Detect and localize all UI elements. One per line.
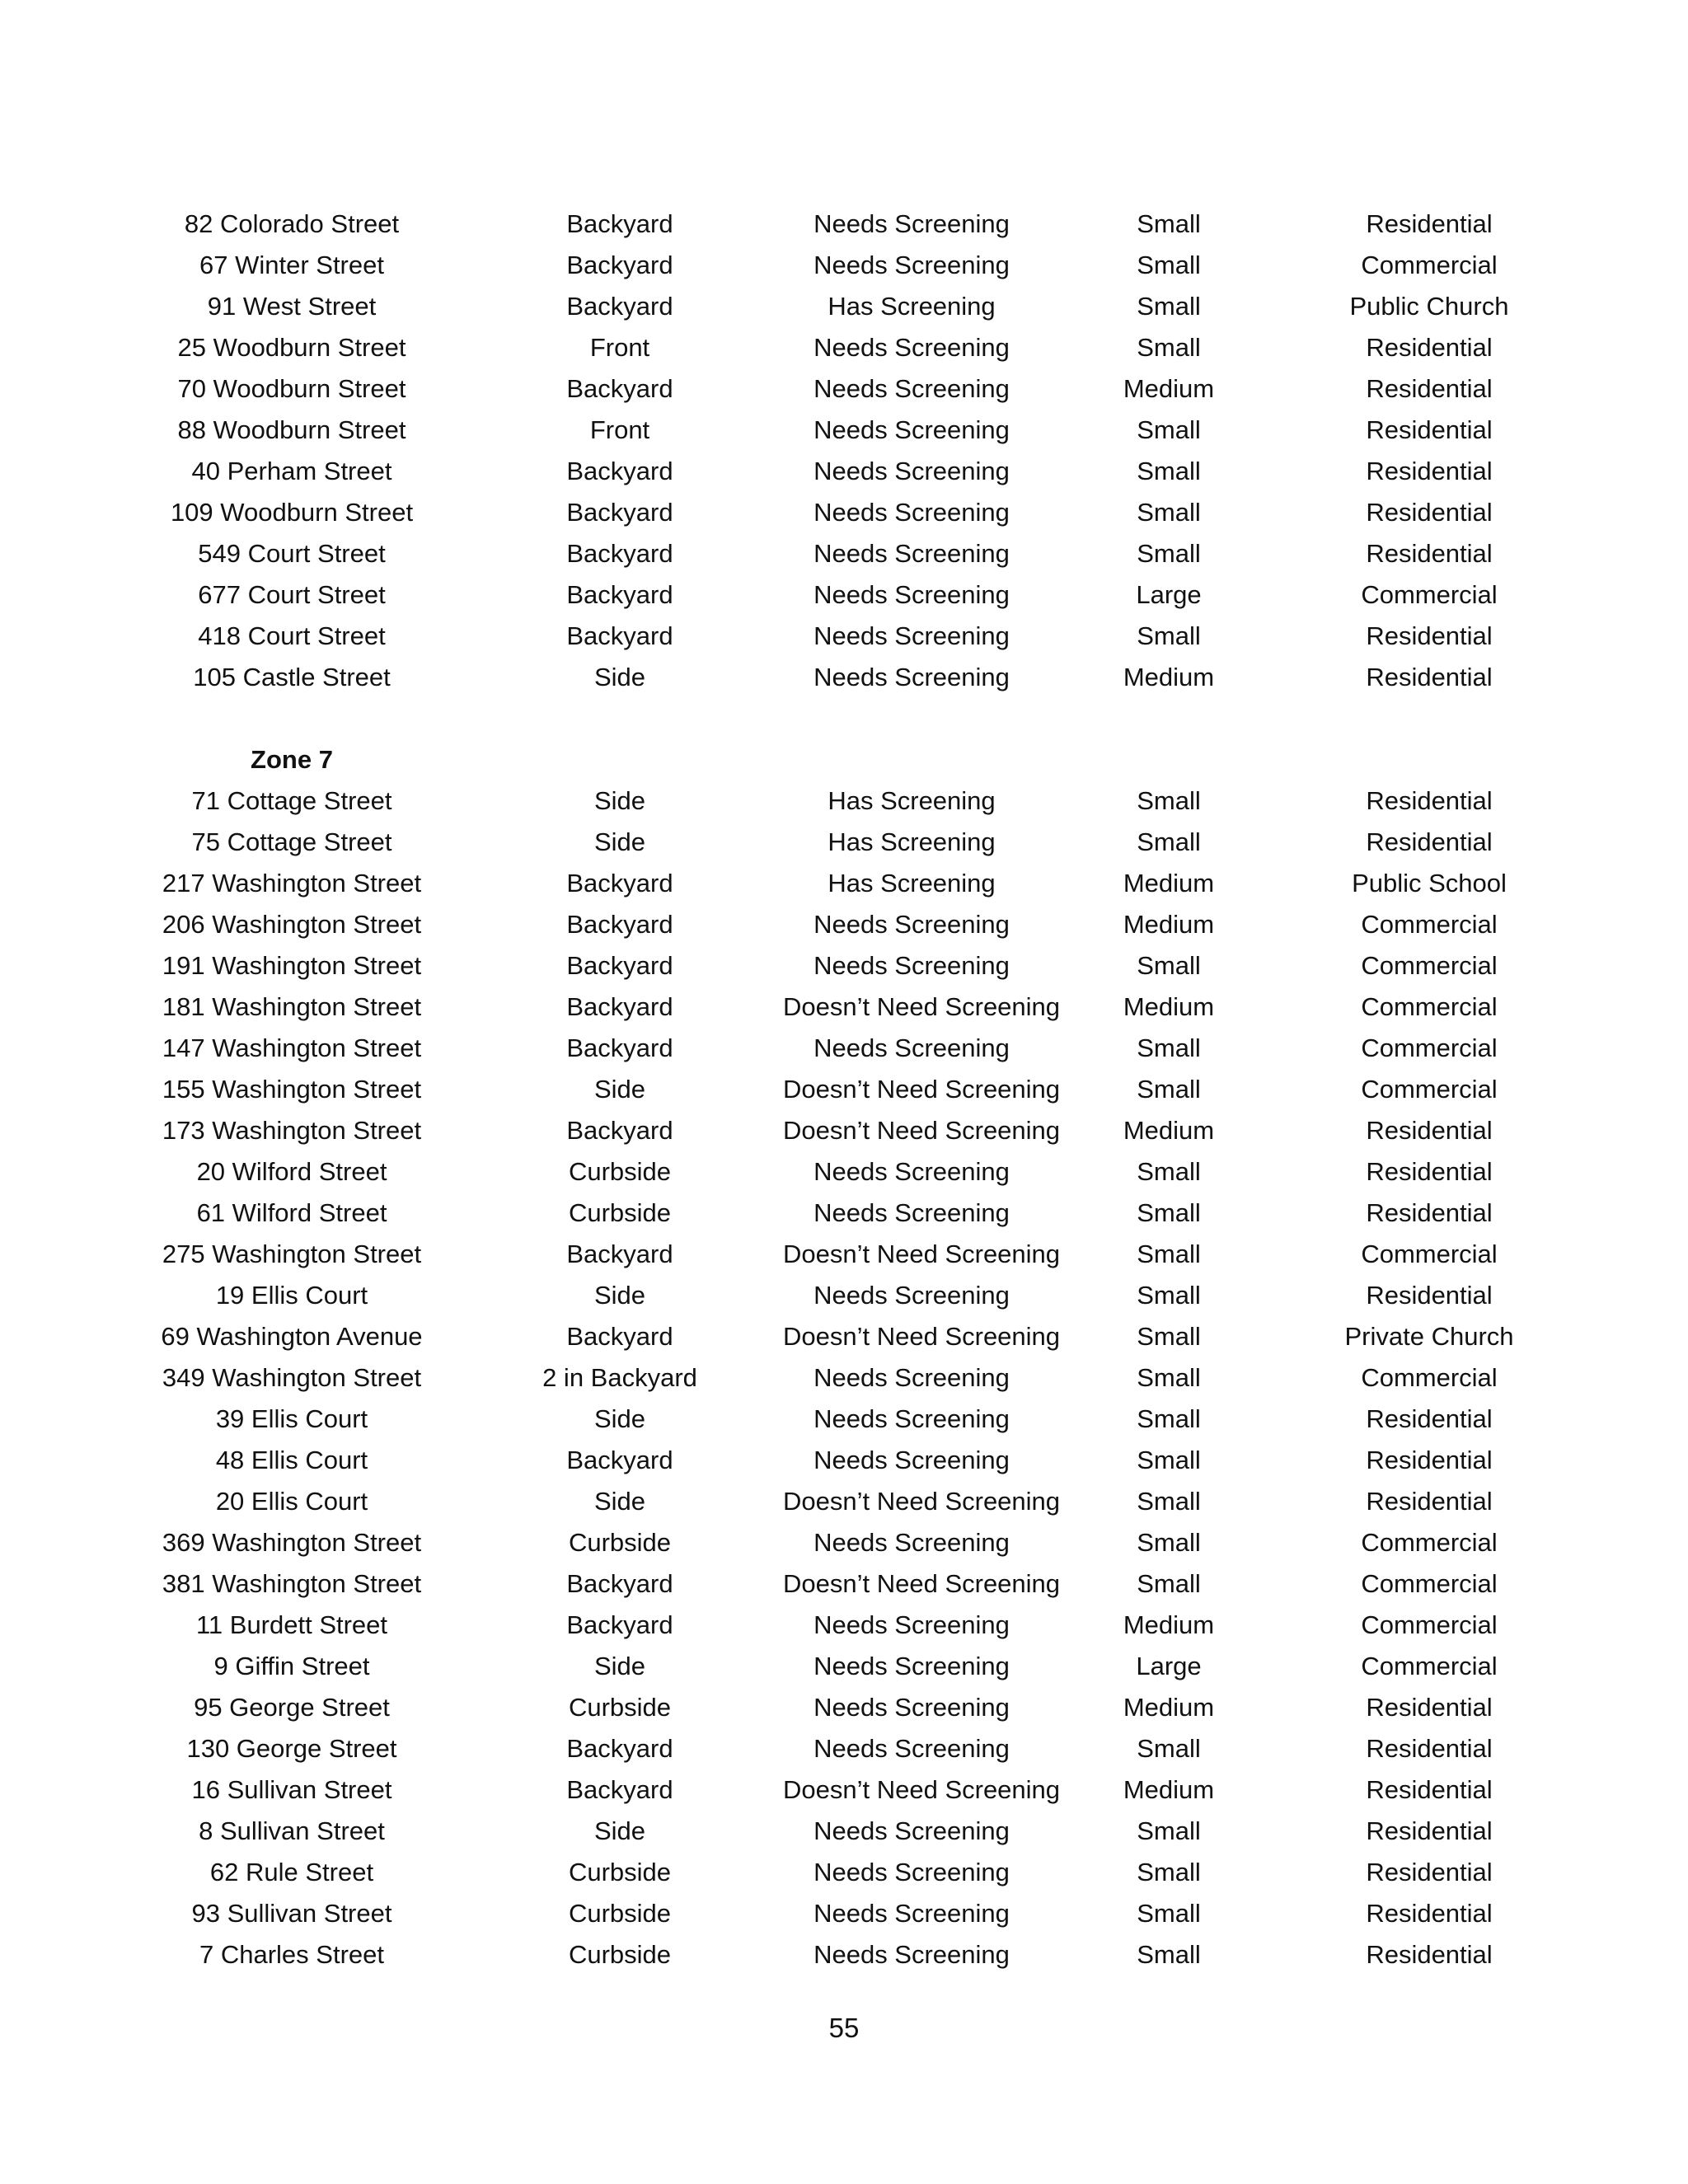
use-type-cell: Commercial xyxy=(1361,1610,1498,1639)
address-cell: 7 Charles Street xyxy=(199,1940,384,1969)
location-cell: Backyard xyxy=(566,910,673,939)
use-type-cell: Residential xyxy=(1366,209,1493,238)
screening-cell: Doesn’t Need Screening xyxy=(783,992,1061,1021)
use-type-cell: Residential xyxy=(1366,827,1493,856)
size-cell: Small xyxy=(1137,498,1201,527)
address-cell: 349 Washington Street xyxy=(162,1363,422,1392)
location-cell: Side xyxy=(593,1487,646,1516)
location-cell: Front xyxy=(589,415,650,444)
screening-cell: Needs Screening xyxy=(814,374,1010,403)
use-type-cell: Residential xyxy=(1366,1487,1493,1516)
screening-cell: Doesn’t Need Screening xyxy=(783,1116,1061,1145)
screening-cell: Needs Screening xyxy=(814,457,1010,485)
use-type-cell: Residential xyxy=(1366,663,1493,691)
use-type-cell: Residential xyxy=(1366,1198,1493,1227)
screening-cell: Has Screening xyxy=(828,827,996,856)
address-cell: 20 Wilford Street xyxy=(196,1157,387,1186)
table-row xyxy=(127,1399,1561,1440)
address-cell: 48 Ellis Court xyxy=(215,1446,368,1474)
location-cell: Backyard xyxy=(566,209,673,238)
table-row xyxy=(127,1316,1561,1357)
table-row xyxy=(127,1893,1561,1934)
use-type-cell: Residential xyxy=(1366,457,1493,485)
location-cell: Curbside xyxy=(568,1157,672,1186)
table-row xyxy=(127,1852,1561,1893)
size-cell: Small xyxy=(1137,539,1201,568)
size-cell: Small xyxy=(1137,1033,1201,1062)
screening-cell: Needs Screening xyxy=(814,1693,1010,1722)
address-cell: 19 Ellis Court xyxy=(215,1281,368,1310)
address-cell: 91 West Street xyxy=(207,292,377,321)
location-cell: Backyard xyxy=(566,580,673,609)
size-cell: Large xyxy=(1136,1652,1202,1680)
screening-cell: Doesn’t Need Screening xyxy=(783,1775,1061,1804)
location-cell: Side xyxy=(593,1816,646,1845)
size-cell: Medium xyxy=(1123,1116,1215,1145)
location-cell: Curbside xyxy=(568,1528,672,1557)
size-cell: Medium xyxy=(1123,910,1215,939)
table-row xyxy=(127,1605,1561,1646)
table-row xyxy=(127,327,1561,368)
zone-7-rows xyxy=(127,780,1561,1975)
address-cell: 62 Rule Street xyxy=(209,1858,374,1886)
address-cell: 8 Sullivan Street xyxy=(199,1816,385,1845)
size-cell: Small xyxy=(1137,1487,1201,1516)
size-cell: Medium xyxy=(1123,1775,1215,1804)
size-cell: Medium xyxy=(1123,869,1215,898)
address-cell: 147 Washington Street xyxy=(162,1033,422,1062)
zone-6-continued-rows xyxy=(127,204,1561,698)
location-cell: Backyard xyxy=(566,292,673,321)
table-row xyxy=(127,616,1561,657)
table-row xyxy=(127,204,1561,245)
address-cell: 88 Woodburn Street xyxy=(177,415,406,444)
screening-cell: Needs Screening xyxy=(814,663,1010,691)
address-cell: 20 Ellis Court xyxy=(215,1487,368,1516)
use-type-cell: Public School xyxy=(1352,869,1507,898)
size-cell: Small xyxy=(1137,1528,1201,1557)
page-number: 55 xyxy=(828,2013,860,2043)
use-type-cell: Residential xyxy=(1366,1116,1493,1145)
address-cell: 82 Colorado Street xyxy=(184,209,400,238)
size-cell: Small xyxy=(1137,1816,1201,1845)
address-cell: 70 Woodburn Street xyxy=(177,374,406,403)
table-row xyxy=(127,1357,1561,1399)
table-row xyxy=(127,368,1561,410)
screening-cell: Needs Screening xyxy=(814,1734,1010,1763)
address-cell: 93 Sullivan Street xyxy=(191,1899,392,1928)
table-row xyxy=(127,1687,1561,1728)
location-cell: Side xyxy=(593,1075,646,1104)
screening-cell: Needs Screening xyxy=(814,1033,1010,1062)
use-type-cell: Private Church xyxy=(1344,1322,1514,1351)
use-type-cell: Residential xyxy=(1366,1446,1493,1474)
use-type-cell: Residential xyxy=(1366,1858,1493,1886)
table-row xyxy=(127,1563,1561,1605)
location-cell: Backyard xyxy=(566,1734,673,1763)
screening-cell: Needs Screening xyxy=(814,333,1010,362)
screening-cell: Doesn’t Need Screening xyxy=(783,1075,1061,1104)
size-cell: Small xyxy=(1137,1198,1201,1227)
screening-cell: Needs Screening xyxy=(814,1652,1010,1680)
location-cell: Backyard xyxy=(566,251,673,279)
use-type-cell: Commercial xyxy=(1361,1528,1498,1557)
size-cell: Medium xyxy=(1123,1610,1215,1639)
use-type-cell: Residential xyxy=(1366,1899,1493,1928)
screening-cell: Needs Screening xyxy=(814,1157,1010,1186)
screening-cell: Needs Screening xyxy=(814,580,1010,609)
section-spacer xyxy=(127,698,1561,739)
table-row xyxy=(127,1934,1561,1975)
screening-cell: Doesn’t Need Screening xyxy=(783,1322,1061,1351)
location-cell: Backyard xyxy=(566,1610,673,1639)
table-row xyxy=(127,1234,1561,1275)
location-cell: Backyard xyxy=(566,457,673,485)
table-row xyxy=(127,1728,1561,1769)
address-cell: 181 Washington Street xyxy=(162,992,422,1021)
screening-cell: Needs Screening xyxy=(814,1899,1010,1928)
address-cell: 418 Court Street xyxy=(198,621,386,650)
location-cell: Backyard xyxy=(566,869,673,898)
location-cell: Side xyxy=(593,663,646,691)
use-type-cell: Residential xyxy=(1366,1693,1493,1722)
screening-cell: Needs Screening xyxy=(814,1446,1010,1474)
size-cell: Small xyxy=(1137,1569,1201,1598)
address-cell: 61 Wilford Street xyxy=(196,1198,387,1227)
table-row xyxy=(127,863,1561,904)
size-cell: Small xyxy=(1137,292,1201,321)
address-cell: 369 Washington Street xyxy=(162,1528,422,1557)
location-cell: Curbside xyxy=(568,1858,672,1886)
address-cell: 11 Burdett Street xyxy=(195,1610,388,1639)
zone-heading: Zone 7 xyxy=(251,745,333,774)
address-cell: 109 Woodburn Street xyxy=(170,498,414,527)
location-cell: Backyard xyxy=(566,498,673,527)
address-cell: 130 George Street xyxy=(186,1734,397,1763)
location-cell: Side xyxy=(593,1281,646,1310)
use-type-cell: Residential xyxy=(1366,1734,1493,1763)
use-type-cell: Residential xyxy=(1366,333,1493,362)
use-type-cell: Residential xyxy=(1366,1775,1493,1804)
table-row xyxy=(127,1028,1561,1069)
use-type-cell: Residential xyxy=(1366,374,1493,403)
size-cell: Medium xyxy=(1123,663,1215,691)
use-type-cell: Commercial xyxy=(1361,992,1498,1021)
screening-cell: Needs Screening xyxy=(814,1198,1010,1227)
size-cell: Small xyxy=(1137,1075,1201,1104)
screening-cell: Needs Screening xyxy=(814,1363,1010,1392)
table-row xyxy=(127,1646,1561,1687)
size-cell: Small xyxy=(1137,1446,1201,1474)
table-row xyxy=(127,410,1561,451)
use-type-cell: Commercial xyxy=(1361,1363,1498,1392)
table-row xyxy=(127,822,1561,863)
address-cell: 25 Woodburn Street xyxy=(177,333,406,362)
table-row xyxy=(127,1481,1561,1522)
table-row xyxy=(127,780,1561,822)
use-type-cell: Residential xyxy=(1366,1940,1493,1969)
table-row xyxy=(127,492,1561,533)
screening-cell: Needs Screening xyxy=(814,1281,1010,1310)
address-cell: 549 Court Street xyxy=(198,539,386,568)
size-cell: Small xyxy=(1137,1899,1201,1928)
location-cell: Backyard xyxy=(566,1240,673,1268)
location-cell: Backyard xyxy=(566,374,673,403)
use-type-cell: Residential xyxy=(1366,415,1493,444)
address-cell: 105 Castle Street xyxy=(193,663,391,691)
screening-cell: Needs Screening xyxy=(814,539,1010,568)
use-type-cell: Residential xyxy=(1366,1404,1493,1433)
location-cell: Backyard xyxy=(566,1322,673,1351)
table-row xyxy=(127,245,1561,286)
screening-cell: Needs Screening xyxy=(814,621,1010,650)
size-cell: Small xyxy=(1137,251,1201,279)
size-cell: Small xyxy=(1137,1157,1201,1186)
size-cell: Small xyxy=(1137,1858,1201,1886)
location-cell: Backyard xyxy=(566,1116,673,1145)
location-cell: Curbside xyxy=(568,1940,672,1969)
use-type-cell: Residential xyxy=(1366,539,1493,568)
address-cell: 173 Washington Street xyxy=(162,1116,422,1145)
use-type-cell: Commercial xyxy=(1361,910,1498,939)
table-row xyxy=(127,533,1561,574)
location-cell: Backyard xyxy=(566,1775,673,1804)
table-row xyxy=(127,1440,1561,1481)
location-cell: Front xyxy=(589,333,650,362)
address-cell: 75 Cottage Street xyxy=(191,827,392,856)
location-cell: Side xyxy=(593,1652,646,1680)
size-cell: Small xyxy=(1137,621,1201,650)
use-type-cell: Residential xyxy=(1366,1816,1493,1845)
use-type-cell: Residential xyxy=(1366,621,1493,650)
use-type-cell: Commercial xyxy=(1361,1652,1498,1680)
use-type-cell: Commercial xyxy=(1361,580,1498,609)
use-type-cell: Commercial xyxy=(1361,1569,1498,1598)
location-cell: Backyard xyxy=(566,621,673,650)
screening-cell: Doesn’t Need Screening xyxy=(783,1240,1061,1268)
address-cell: 217 Washington Street xyxy=(162,869,422,898)
address-cell: 9 Giffin Street xyxy=(213,1652,370,1680)
table-row xyxy=(127,904,1561,945)
location-cell: Backyard xyxy=(566,539,673,568)
table-row xyxy=(127,451,1561,492)
screening-cell: Has Screening xyxy=(828,786,996,815)
size-cell: Small xyxy=(1137,1363,1201,1392)
size-cell: Medium xyxy=(1123,992,1215,1021)
size-cell: Small xyxy=(1137,1404,1201,1433)
address-cell: 39 Ellis Court xyxy=(215,1404,368,1433)
size-cell: Small xyxy=(1137,1322,1201,1351)
screening-cell: Needs Screening xyxy=(814,1940,1010,1969)
size-cell: Small xyxy=(1137,1940,1201,1969)
size-cell: Medium xyxy=(1123,1693,1215,1722)
location-cell: Side xyxy=(593,1404,646,1433)
table-row xyxy=(127,574,1561,616)
address-cell: 275 Washington Street xyxy=(162,1240,422,1268)
use-type-cell: Commercial xyxy=(1361,1033,1498,1062)
location-cell: Backyard xyxy=(566,992,673,1021)
table-row xyxy=(127,987,1561,1028)
address-cell: 677 Court Street xyxy=(198,580,386,609)
table-row xyxy=(127,1769,1561,1811)
screening-cell: Needs Screening xyxy=(814,1816,1010,1845)
table-row xyxy=(127,1069,1561,1110)
table-row xyxy=(127,1811,1561,1852)
use-type-cell: Commercial xyxy=(1361,951,1498,980)
address-cell: 40 Perham Street xyxy=(191,457,392,485)
location-cell: Curbside xyxy=(568,1693,672,1722)
use-type-cell: Residential xyxy=(1366,498,1493,527)
size-cell: Small xyxy=(1137,457,1201,485)
table-row xyxy=(127,657,1561,698)
screening-cell: Needs Screening xyxy=(814,951,1010,980)
address-cell: 191 Washington Street xyxy=(162,951,422,980)
location-cell: Backyard xyxy=(566,1446,673,1474)
table-row xyxy=(127,1522,1561,1563)
address-cell: 206 Washington Street xyxy=(162,910,422,939)
use-type-cell: Residential xyxy=(1366,1281,1493,1310)
location-cell: Backyard xyxy=(566,1033,673,1062)
location-cell: Side xyxy=(593,786,646,815)
size-cell: Small xyxy=(1137,1734,1201,1763)
address-cell: 155 Washington Street xyxy=(162,1075,422,1104)
screening-cell: Needs Screening xyxy=(814,1610,1010,1639)
location-cell: Curbside xyxy=(568,1899,672,1928)
screening-cell: Needs Screening xyxy=(814,498,1010,527)
use-type-cell: Commercial xyxy=(1361,1075,1498,1104)
location-cell: Side xyxy=(593,827,646,856)
screening-cell: Needs Screening xyxy=(814,209,1010,238)
use-type-cell: Public Church xyxy=(1349,292,1509,321)
use-type-cell: Residential xyxy=(1366,1157,1493,1186)
size-cell: Small xyxy=(1137,415,1201,444)
size-cell: Small xyxy=(1137,333,1201,362)
table-row xyxy=(127,1151,1561,1193)
size-cell: Small xyxy=(1137,209,1201,238)
size-cell: Large xyxy=(1136,580,1202,609)
use-type-cell: Commercial xyxy=(1361,1240,1498,1268)
size-cell: Small xyxy=(1137,951,1201,980)
screening-cell: Has Screening xyxy=(828,292,996,321)
table-row xyxy=(127,1275,1561,1316)
screening-cell: Needs Screening xyxy=(814,910,1010,939)
address-cell: 95 George Street xyxy=(194,1693,390,1722)
location-cell: Backyard xyxy=(566,951,673,980)
screening-cell: Doesn’t Need Screening xyxy=(783,1569,1061,1598)
use-type-cell: Residential xyxy=(1366,786,1493,815)
screening-cell: Needs Screening xyxy=(814,415,1010,444)
table-row xyxy=(127,1193,1561,1234)
location-cell: Backyard xyxy=(566,1569,673,1598)
screening-cell: Needs Screening xyxy=(814,1404,1010,1433)
screening-cell: Needs Screening xyxy=(814,1858,1010,1886)
address-cell: 71 Cottage Street xyxy=(191,786,392,815)
size-cell: Small xyxy=(1137,786,1201,815)
address-cell: 381 Washington Street xyxy=(162,1569,422,1598)
screening-cell: Needs Screening xyxy=(814,251,1010,279)
size-cell: Small xyxy=(1137,1240,1201,1268)
size-cell: Small xyxy=(1137,1281,1201,1310)
use-type-cell: Commercial xyxy=(1361,251,1498,279)
location-cell: 2 in Backyard xyxy=(542,1363,697,1392)
screening-cell: Needs Screening xyxy=(814,1528,1010,1557)
size-cell: Medium xyxy=(1123,374,1215,403)
table-row xyxy=(127,945,1561,987)
address-cell: 16 Sullivan Street xyxy=(191,1775,392,1804)
screening-cell: Has Screening xyxy=(828,869,996,898)
dumpster-inventory-table xyxy=(127,204,1561,1975)
address-cell: 67 Winter Street xyxy=(199,251,384,279)
screening-cell: Doesn’t Need Screening xyxy=(783,1487,1061,1516)
table-row xyxy=(127,286,1561,327)
address-cell: 69 Washington Avenue xyxy=(161,1322,423,1351)
location-cell: Curbside xyxy=(568,1198,672,1227)
size-cell: Small xyxy=(1137,827,1201,856)
table-row xyxy=(127,1110,1561,1151)
